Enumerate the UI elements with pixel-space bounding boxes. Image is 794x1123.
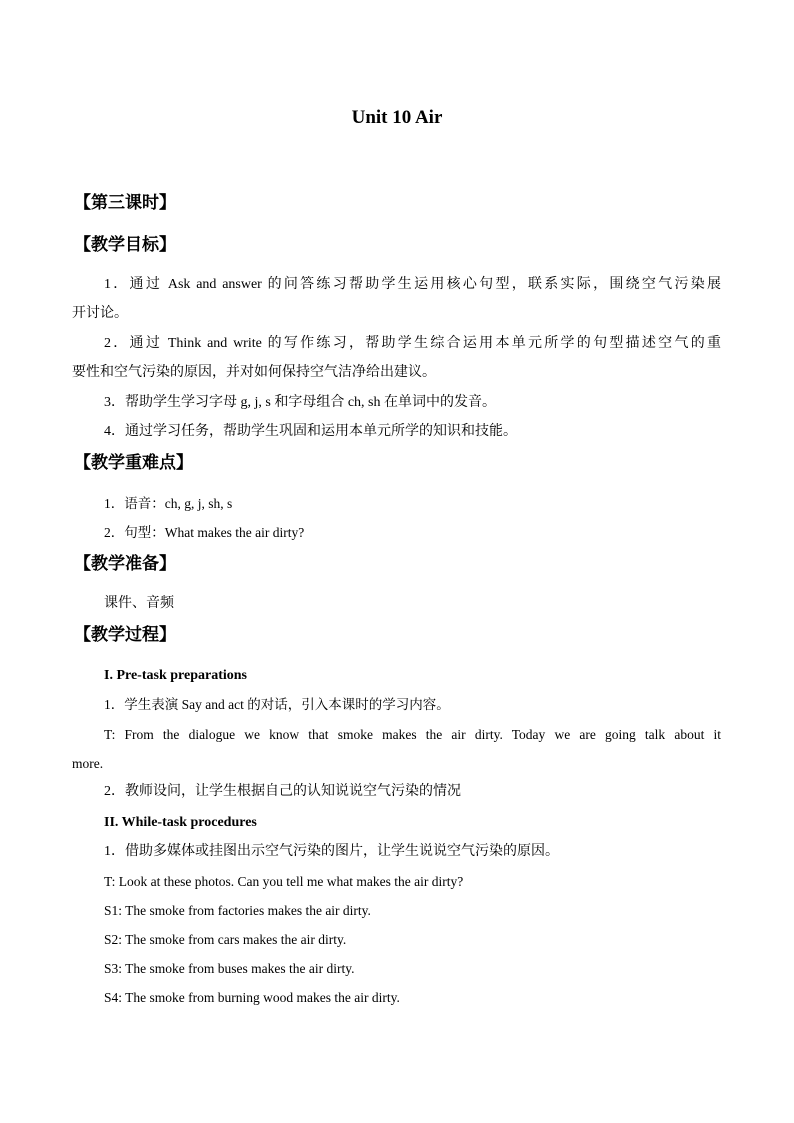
document-title: Unit 10 Air [351, 107, 443, 128]
section2-line-5: S3: The smoke from buses makes the air dirty. [104, 961, 355, 976]
goal-line-4: 要性和空气污染的原因，并对如何保持空气洁净给出建议。 [72, 365, 436, 380]
prep-text: 课件、音频 [104, 596, 174, 611]
section1-title: I. Pre-task preparations [104, 668, 247, 683]
section1-line-2: T: From the dialogue we know that smoke makes the air dirty. Today we are going talk about it [104, 727, 721, 742]
keypoint-line-2: 2．句型：What makes the air dirty? [104, 525, 305, 540]
goals-heading: 【教学目标】 [74, 235, 176, 255]
section2-line-2: T: Look at these photos. Can you tell me what makes the air dirty? [104, 874, 464, 889]
section2-line-1: 1．借助多媒体或挂图出示空气污染的图片，让学生说说空气污染的原因。 [104, 844, 559, 859]
section2-title: II. While-task procedures [104, 815, 257, 830]
keypoint-line-1: 1．语音：ch, g, j, sh, s [104, 496, 233, 511]
section2-line-3: S1: The smoke from factories makes the air dirty. [104, 903, 371, 918]
goal-line-6: 4．通过学习任务，帮助学生巩固和运用本单元所学的知识和技能。 [104, 424, 517, 439]
section2-line-6: S4: The smoke from burning wood makes the air dirty. [104, 990, 400, 1005]
goal-line-5: 3．帮助学生学习字母 g, j, s 和字母组合 ch, sh 在单词中的发音。 [104, 395, 496, 410]
process-heading: 【教学过程】 [74, 625, 176, 645]
section1-line-4: 2．教师设问，让学生根据自己的认知说说空气污染的情况 [104, 784, 461, 799]
section1-line-3: more. [72, 756, 104, 771]
section2-line-4: S2: The smoke from cars makes the air dirty. [104, 932, 347, 947]
goal-line-2: 开讨论。 [72, 306, 128, 321]
lesson-heading: 【第三课时】 [74, 193, 176, 213]
section1-line-1: 1．学生表演 Say and act 的对话，引入本课时的学习内容。 [104, 697, 450, 712]
goal-line-1: 1．通过 Ask and answer 的问答练习帮助学生运用核心句型，联系实际，围绕空气污染展 [104, 277, 721, 292]
prep-heading: 【教学准备】 [74, 554, 176, 574]
goal-line-3: 2．通过 Think and write 的写作练习，帮助学生综合运用本单元所学的句型描述空气的重 [104, 336, 721, 351]
keypoints-heading: 【教学重难点】 [74, 453, 193, 473]
